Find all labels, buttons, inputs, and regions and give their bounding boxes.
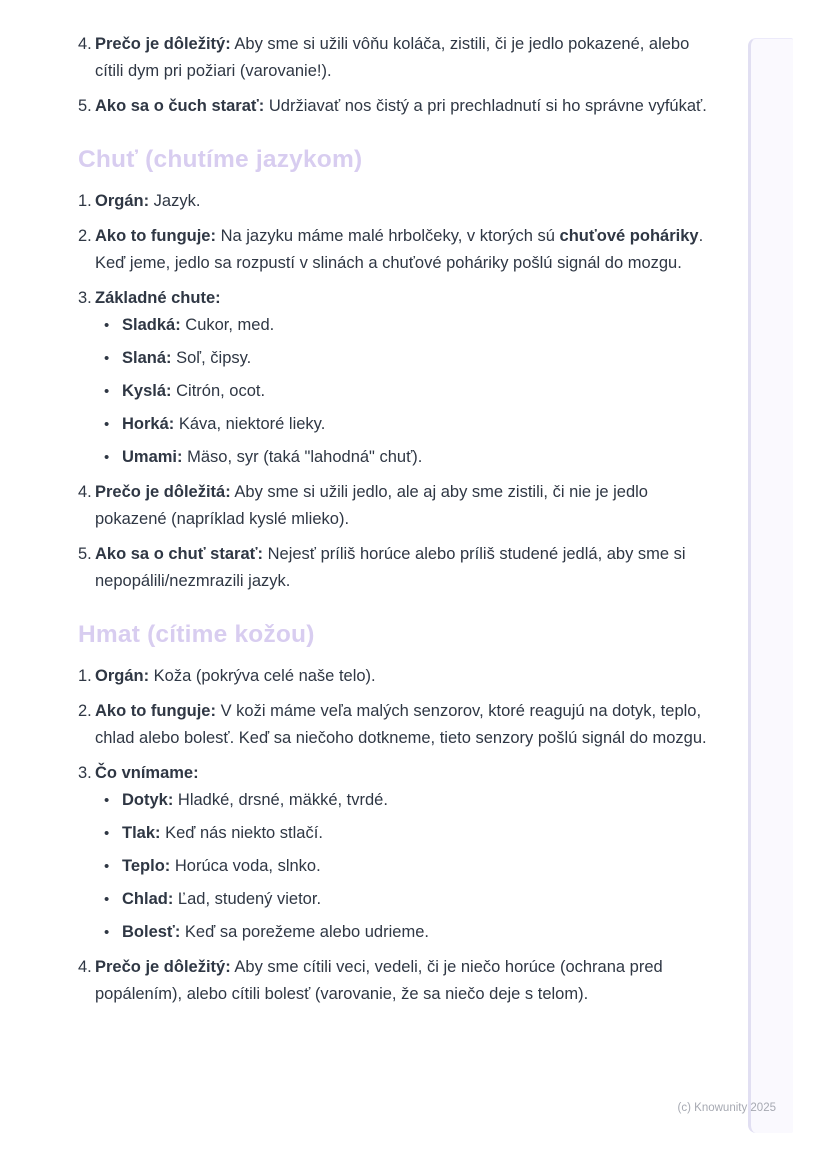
list-item: [78, 479, 716, 533]
text-run: Hladké, drsné, mäkké, tvrdé.: [173, 791, 388, 809]
list-number: 4.: [78, 958, 92, 976]
bullet-item: [104, 820, 716, 847]
text-run: Aby sme si užili vôňu koláča, zistili, či je jedlo pokazené, alebo cítili dym pri požiari (varovanie!).: [95, 35, 690, 80]
next-page-edge: [748, 38, 793, 1133]
text-run: Jazyk.: [149, 192, 201, 210]
list-item-body: [95, 223, 716, 277]
list-item: [78, 760, 716, 946]
bullet-icon: •: [104, 891, 110, 908]
section-heading: Chuť (chutíme jazykom): [78, 146, 363, 173]
text-run: Káva, niektoré lieky.: [174, 415, 326, 433]
bullet-icon: •: [104, 383, 110, 400]
bullet-icon: •: [104, 858, 110, 875]
bullet-item: [104, 345, 716, 372]
bold-text: Ako to funguje:: [95, 227, 216, 245]
text-run: Na jazyku máme malé hrbolčeky, v ktorých sú: [215, 227, 560, 245]
list-item-text: [95, 698, 716, 752]
copyright-footer: (c) Knowunity 2025: [677, 1102, 776, 1114]
bold-text: Horká:: [122, 415, 175, 433]
bold-text: Dotyk:: [122, 791, 174, 809]
bullet-item: [104, 853, 716, 880]
bold-text: Bolesť:: [122, 923, 181, 941]
text-run: Koža (pokrýva celé naše telo).: [149, 667, 376, 685]
text-run: . Keď jeme, jedlo sa rozpustí v slinách a chuťové poháriky pošlú signál do mozgu.: [95, 227, 704, 272]
numbered-list: [78, 31, 716, 120]
bold-text: Ako to funguje:: [95, 702, 216, 720]
list-item: [78, 93, 716, 120]
bullet-item: [104, 411, 716, 438]
bullet-item: [104, 312, 716, 339]
text-run: Udržiavať nos čistý a pri prechladnutí si ho správne vyfúkať.: [264, 97, 707, 115]
text-run: Soľ, čipsy.: [171, 349, 252, 367]
bullet-item-text: [122, 853, 321, 880]
bullet-item-text: [122, 444, 422, 471]
bold-text: chuťové poháriky: [559, 227, 699, 245]
list-item: [78, 188, 716, 215]
bold-text: Kyslá:: [122, 382, 172, 400]
list-item-text: [95, 285, 716, 312]
list-item-body: [95, 31, 716, 85]
bullet-item: [104, 444, 716, 471]
text-run: Keď sa porežeme alebo udrieme.: [180, 923, 429, 941]
bullet-item-text: [122, 919, 429, 946]
bullet-icon: •: [104, 449, 110, 466]
bullet-icon: •: [104, 924, 110, 941]
bold-text: Prečo je dôležitý:: [95, 958, 231, 976]
bold-text: Základné chute:: [95, 289, 221, 307]
text-run: Aby sme si užili jedlo, ale aj aby sme zistili, či nie je jedlo pokazené (napríklad kyslé mlieko).: [95, 483, 648, 528]
bullet-item-text: [122, 820, 323, 847]
list-number: 1.: [78, 192, 92, 210]
numbered-list: [78, 188, 716, 595]
bullet-icon: •: [104, 317, 110, 334]
bullet-item-text: [122, 411, 325, 438]
list-item: [78, 223, 716, 277]
bullet-icon: •: [104, 416, 110, 433]
bold-text: Orgán:: [95, 192, 150, 210]
bullet-item: [104, 886, 716, 913]
bullet-item: [104, 787, 716, 814]
list-item-text: [95, 541, 716, 595]
document-content: [78, 31, 716, 1016]
list-item-text: [95, 663, 716, 690]
bullet-list: [95, 787, 716, 946]
bold-text: Tlak:: [122, 824, 161, 842]
bold-text: Čo vnímame:: [95, 764, 199, 782]
list-item-body: [95, 954, 716, 1008]
bold-text: Slaná:: [122, 349, 172, 367]
list-item-body: [95, 188, 716, 215]
bold-text: Sladká:: [122, 316, 181, 334]
list-item: [78, 663, 716, 690]
bullet-item: [104, 919, 716, 946]
bullet-item-text: [122, 345, 251, 372]
list-item-body: [95, 698, 716, 752]
bold-text: Prečo je dôležitý:: [95, 35, 231, 53]
list-item-text: [95, 223, 716, 277]
numbered-list: [78, 663, 716, 1008]
list-item-text: [95, 93, 716, 120]
list-number: 3.: [78, 764, 92, 782]
text-run: Citrón, ocot.: [171, 382, 266, 400]
list-item: [78, 31, 716, 85]
bold-text: Ako sa o čuch starať:: [95, 97, 265, 115]
list-item-body: [95, 479, 716, 533]
bold-text: Teplo:: [122, 857, 171, 875]
bold-text: Ako sa o chuť starať:: [95, 545, 264, 563]
text-run: Cukor, med.: [180, 316, 275, 334]
bullet-icon: •: [104, 792, 110, 809]
text-run: Keď nás niekto stlačí.: [160, 824, 323, 842]
section-heading: Hmat (cítime kožou): [78, 621, 315, 648]
list-number: 1.: [78, 667, 92, 685]
list-item-text: [95, 954, 716, 1008]
list-item: [78, 541, 716, 595]
bullet-item-text: [122, 886, 321, 913]
bold-text: Chlad:: [122, 890, 174, 908]
list-item-text: [95, 188, 716, 215]
bold-text: Prečo je dôležitá:: [95, 483, 231, 501]
bullet-icon: •: [104, 350, 110, 367]
bullet-item-text: [122, 312, 274, 339]
text-run: Aby sme cítili veci, vedeli, či je niečo horúce (ochrana pred popálením), alebo cítili bolesť (varovanie, že sa niečo deje s telom).: [95, 958, 663, 1003]
list-item-text: [95, 760, 716, 787]
list-number: 2.: [78, 702, 92, 720]
bold-text: Orgán:: [95, 667, 150, 685]
list-item: [78, 698, 716, 752]
list-number: 2.: [78, 227, 92, 245]
bullet-item-text: [122, 378, 265, 405]
list-number: 5.: [78, 97, 92, 115]
list-item: [78, 285, 716, 471]
bullet-item-text: [122, 787, 388, 814]
text-run: Ľad, studený vietor.: [173, 890, 322, 908]
list-item-body: [95, 663, 716, 690]
text-run: V koži máme veľa malých senzorov, ktoré reagujú na dotyk, teplo, chlad alebo bolesť. Keď sa niečoho dotkneme, tieto senzory pošlú signál do mozgu.: [95, 702, 707, 747]
bullet-list: [95, 312, 716, 471]
list-item-body: [95, 285, 716, 471]
list-item: [78, 954, 716, 1008]
list-number: 3.: [78, 289, 92, 307]
list-item-body: [95, 541, 716, 595]
bullet-icon: •: [104, 825, 110, 842]
list-item-body: [95, 93, 716, 120]
bold-text: Umami:: [122, 448, 183, 466]
list-item-text: [95, 31, 716, 85]
bullet-item: [104, 378, 716, 405]
list-number: 5.: [78, 545, 92, 563]
text-run: Nejesť príliš horúce alebo príliš studené jedlá, aby sme si nepopálili/nezmrazili jazyk.: [95, 545, 686, 590]
text-run: Mäso, syr (taká "lahodná" chuť).: [182, 448, 423, 466]
list-number: 4.: [78, 35, 92, 53]
list-item-text: [95, 479, 716, 533]
list-item-body: [95, 760, 716, 946]
text-run: Horúca voda, slnko.: [170, 857, 321, 875]
list-number: 4.: [78, 483, 92, 501]
